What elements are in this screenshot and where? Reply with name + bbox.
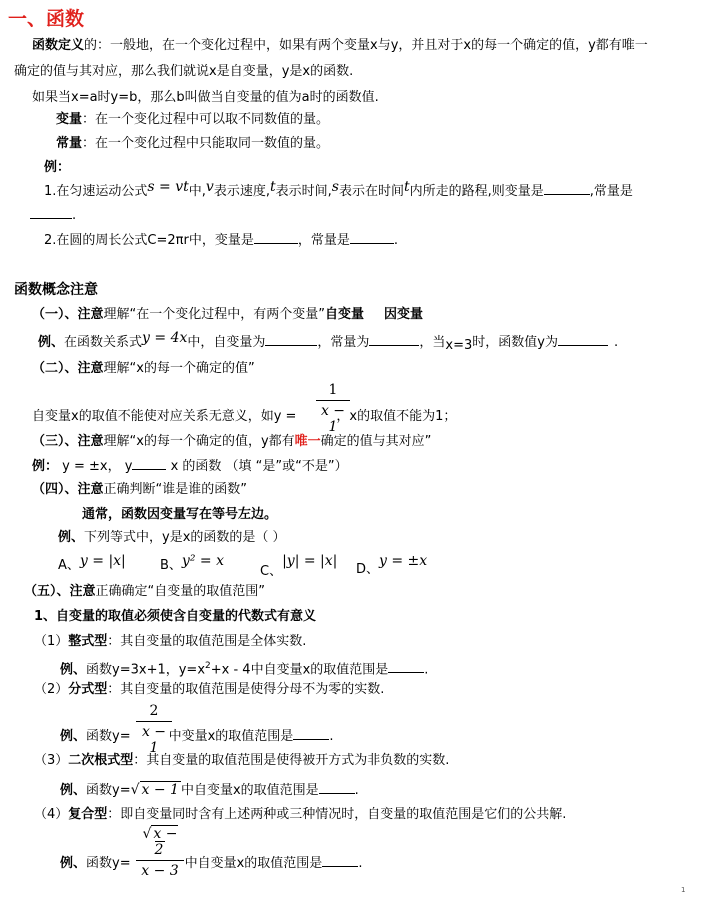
option-d[interactable] [356, 553, 428, 577]
text: 函数y= [86, 783, 131, 798]
option-expression: y = |x| [79, 553, 126, 569]
constant-label: 常量 [56, 136, 83, 151]
range-4-example [60, 854, 362, 873]
range-text: ：其自变量的取值范围是全体实数. [107, 634, 307, 649]
range-text: ：其自变量的取值范围是使得被开方式为非负数的实数. [133, 753, 450, 768]
range-text: ：即自变量同时含有上述两种或三种情况时，自变量的取值范围是它们的公共解. [107, 807, 567, 822]
text: 函数y= [86, 729, 131, 744]
range-3-example [60, 781, 359, 800]
example-1-line-2 [30, 206, 76, 225]
note-1 [32, 306, 423, 324]
note-4-text: 正确判断“谁是谁的函数” [103, 482, 247, 497]
note-1-bold-1: 自变量 [325, 307, 365, 322]
option-expression: y² = x [181, 553, 224, 569]
text: 函数y=3x+1，y=x [86, 662, 206, 678]
fraction-bar [316, 400, 350, 401]
option-c[interactable] [260, 553, 338, 579]
text: 在函数关系式 [64, 335, 143, 350]
example-label: 例、 [60, 783, 87, 798]
text: . [358, 856, 363, 871]
text: 表示时间, [275, 184, 332, 199]
range-type-2 [34, 681, 384, 699]
range-label: 整式型 [68, 634, 108, 649]
text: . [72, 208, 77, 223]
answer-blank[interactable] [558, 333, 608, 346]
text: x=3 [445, 338, 473, 353]
formula-s-vt: s = vt [147, 179, 189, 195]
text: ，x的取值不能为1； [336, 409, 457, 424]
note-5 [24, 583, 265, 601]
note-1-prefix: （一）、注意 [32, 307, 104, 322]
note-3-red: 唯一 [294, 434, 321, 449]
var-v: v [205, 179, 214, 195]
note-3-example-label: 例： [32, 459, 59, 474]
definition-line-3: 如果当x=a时y=b，那么b叫做当自变量的值为a时的函数值. [32, 90, 379, 105]
page-number: 1 [681, 886, 686, 894]
fraction-bar [136, 721, 172, 722]
range-type-4 [34, 806, 566, 824]
note-1-bold-2: 因变量 [384, 307, 424, 322]
option-expression: y = ±x [379, 553, 428, 569]
fraction-numerator: 1 [328, 382, 338, 398]
answer-blank[interactable] [319, 781, 355, 794]
radicand: x − 1 [141, 782, 179, 798]
note-2-text: 理解“x的每一个确定的值” [103, 361, 255, 376]
text: 表示速度, [213, 184, 270, 199]
answer-blank[interactable] [369, 333, 419, 346]
example-1-text: 在匀速运动公式 [56, 184, 148, 199]
text: . [329, 729, 334, 744]
var-t: t [269, 179, 276, 195]
fraction-numerator: 2 [149, 703, 159, 719]
text: . [393, 233, 398, 248]
text: ，当 [419, 335, 446, 350]
example-heading: 例： [44, 160, 71, 175]
range-label: 复合型 [68, 807, 108, 822]
answer-blank[interactable] [265, 333, 317, 346]
example-label: 例、 [60, 729, 87, 744]
square-root-expression: √ x − 1 [130, 782, 179, 798]
note-4-example [58, 529, 286, 547]
fraction-denominator: x − 1 [141, 724, 167, 756]
text: +x - 4中自变量x的取值范围是 [210, 662, 389, 678]
note-1-example-label: 例、 [38, 335, 65, 350]
option-expression: |y| = |x| [282, 553, 338, 569]
answer-blank[interactable] [254, 231, 298, 244]
text: 函数y= [86, 856, 131, 871]
option-a[interactable] [58, 553, 126, 575]
range-label: 二次根式型 [68, 753, 134, 768]
note-5-subheading: 1、自变量的取值必须使含自变量的代数式有意义 [34, 609, 317, 624]
range-type-3 [34, 752, 449, 770]
fraction-denominator: x − 1 [320, 403, 346, 435]
text: 中变量x的取值范围是 [168, 729, 294, 744]
variable-text: ：在一个变化过程中可以取不同数值的量。 [82, 112, 330, 127]
text: ，常量是 [297, 233, 350, 248]
note-2 [32, 360, 255, 378]
var-t-2: t [403, 179, 410, 195]
answer-blank[interactable] [30, 206, 72, 219]
var-s: s [331, 179, 339, 195]
range-number: （3） [34, 753, 69, 768]
answer-blank[interactable] [544, 182, 590, 195]
example-2 [44, 231, 398, 250]
range-1-example [60, 657, 428, 679]
note-1-example [38, 330, 619, 353]
note-3-text: 理解“x的每一个确定的值，y都有 [103, 434, 295, 449]
answer-blank[interactable] [132, 457, 166, 470]
note-3-text-2: 确定的值与其对应” [320, 434, 432, 449]
text: ，常量为 [317, 335, 370, 350]
superscript: 2 [205, 661, 211, 671]
text: 自变量x的取值不能使对应关系无意义，如y = [32, 409, 297, 424]
example-1-line-1 [44, 179, 633, 201]
text: 下列等式中，y是x的函数的是（ ） [84, 530, 286, 545]
text: 内所走的路程,则变量是 [409, 184, 544, 199]
note-3 [32, 433, 431, 451]
note-5-text: 正确确定“自变量的取值范围” [95, 584, 265, 599]
example-label: 例、 [60, 662, 87, 678]
text: . [354, 783, 359, 798]
note-4-example-label: 例、 [58, 530, 85, 545]
note-3-example [32, 457, 348, 476]
constant-definition [56, 135, 329, 153]
text: ,常量是 [589, 184, 633, 199]
range-label: 分式型 [68, 682, 108, 697]
formula-y-4x: y = 4x [142, 330, 188, 346]
range-number: （4） [34, 807, 69, 822]
fraction-denominator: x − 3 [141, 863, 179, 879]
variable-definition [56, 111, 329, 129]
definition-text-1: 的：一般地，在一个变化过程中，如果有两个变量x与y，并且对于x的每一个确定的值，y都有唯一 [84, 38, 648, 53]
example-1-number: 1. [44, 184, 57, 199]
text: 中自变量x的取值范围是 [180, 783, 319, 798]
notes-title: 函数概念注意 [14, 282, 98, 298]
text: 中自变量x的取值范围是 [184, 856, 323, 871]
text: 中，自变量为 [187, 335, 266, 350]
note-4-prefix: （四）、注意 [32, 482, 104, 497]
range-text: ：其自变量的取值范围是使得分母不为零的实数. [107, 682, 385, 697]
square-root-expression: √ x − 2 [142, 826, 178, 858]
definition-label: 函数定义 [32, 38, 85, 53]
note-2-text-line [32, 408, 456, 426]
option-label: A、 [58, 558, 80, 573]
text: x 的函数 （填 “是”或“不是”） [170, 459, 348, 474]
definition-line-2: 确定的值与其对应，那么我们就说x是自变量，y是x的函数. [14, 64, 354, 79]
option-label: B、 [160, 558, 182, 573]
radicand: x − 2 [153, 826, 178, 858]
note-4-bold: 通常，函数因变量写在等号左边。 [82, 507, 278, 522]
variable-label: 变量 [56, 112, 83, 127]
note-1-text: 理解“在一个变化过程中，有两个变量” [103, 307, 325, 322]
range-2-example [60, 727, 333, 746]
note-5-prefix: （五）、注意 [24, 584, 96, 599]
example-2-text: 2.在圆的周长公式C=2πr中，变量是 [44, 233, 254, 248]
range-type-1 [34, 633, 306, 651]
constant-text: ：在一个变化过程中只能取同一数值的量。 [82, 136, 330, 151]
definition-line-1 [32, 37, 648, 55]
note-3-prefix: （三）、注意 [32, 434, 104, 449]
answer-blank[interactable] [293, 727, 329, 740]
option-b[interactable] [160, 553, 224, 575]
page-title: 一、函数 [8, 8, 85, 30]
answer-blank[interactable] [322, 854, 358, 867]
answer-blank[interactable] [350, 231, 394, 244]
option-label: D、 [356, 562, 380, 577]
option-label: C、 [260, 564, 283, 579]
range-number: （2） [34, 682, 69, 697]
text: 时，函数值y为 [472, 335, 558, 350]
text: . [613, 335, 619, 350]
text: 表示在时间 [338, 184, 404, 199]
range-number: （1） [34, 634, 69, 649]
text: 中, [188, 184, 206, 199]
answer-blank[interactable] [388, 660, 424, 673]
note-2-prefix: （二）、注意 [32, 361, 104, 376]
example-label: 例、 [60, 856, 87, 871]
text: y = ±x， y [62, 459, 133, 474]
note-4 [32, 481, 247, 499]
text: . [424, 662, 429, 678]
